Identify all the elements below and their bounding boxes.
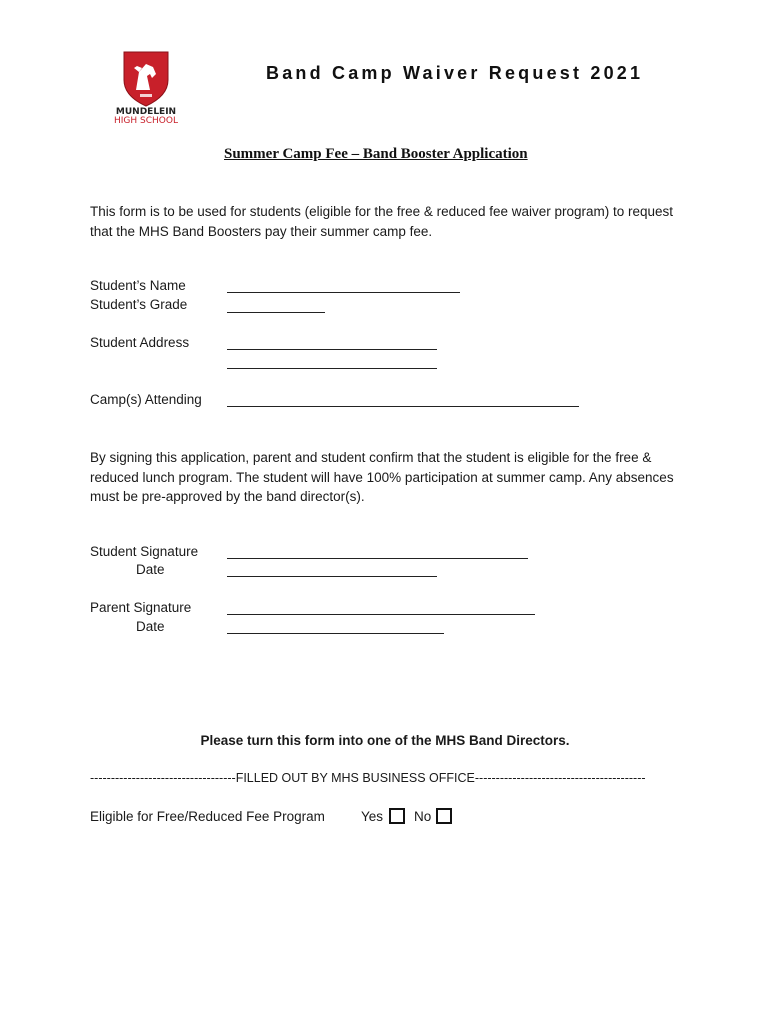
turn-in-notice: Please turn this form into one of the MHS Band Directors. <box>200 733 570 748</box>
form-subtitle: Summer Camp Fee – Band Booster Application <box>224 146 528 162</box>
logo-wordmark <box>100 108 192 126</box>
camps-attending-label: Camp(s) Attending <box>90 392 202 407</box>
business-office-divider: -----------------------------------FILLED OUT BY MHS BUSINESS OFFICE----------------------------------------- <box>90 771 646 785</box>
student-date-label: Date <box>136 562 165 577</box>
student-name-label: Student’s Name <box>90 278 186 293</box>
eligibility-label: Eligible for Free/Reduced Fee Program <box>90 809 325 824</box>
student-address-label: Student Address <box>90 335 190 350</box>
camps-attending-line[interactable] <box>227 406 579 407</box>
page-title: Band Camp Waiver Request 2021 <box>266 63 644 83</box>
logo-line-1: MUNDELEIN <box>115 107 177 117</box>
student-address-line-2[interactable] <box>227 368 437 369</box>
yes-label: Yes <box>361 809 384 824</box>
logo-line-2: HIGH SCHOOL <box>114 116 178 126</box>
yes-checkbox[interactable] <box>389 808 405 824</box>
no-checkbox[interactable] <box>436 808 452 824</box>
parent-signature-line[interactable] <box>227 614 535 615</box>
parent-signature-label: Parent Signature <box>90 600 192 615</box>
parent-date-label: Date <box>136 619 165 634</box>
no-label: No <box>414 809 432 824</box>
student-grade-label: Student’s Grade <box>90 297 188 312</box>
student-name-line[interactable] <box>227 292 460 293</box>
student-grade-line[interactable] <box>227 312 325 313</box>
student-signature-line[interactable] <box>227 558 528 559</box>
student-signature-label: Student Signature <box>90 544 199 559</box>
intro-paragraph: This form is to be used for students (eligible for the free & reduced fee waiver program) to request that the MHS Band Boosters pay their summer camp fee. <box>90 204 674 239</box>
student-address-line-1[interactable] <box>227 349 437 350</box>
student-date-line[interactable] <box>227 576 437 577</box>
parent-date-line[interactable] <box>227 633 444 634</box>
agreement-paragraph: By signing this application, parent and student confirm that the student is eligible for the free & reduced lunch program. The student will have 100% participation at summer camp. Any absences must be pre-approved by the band director(s). <box>90 450 674 504</box>
